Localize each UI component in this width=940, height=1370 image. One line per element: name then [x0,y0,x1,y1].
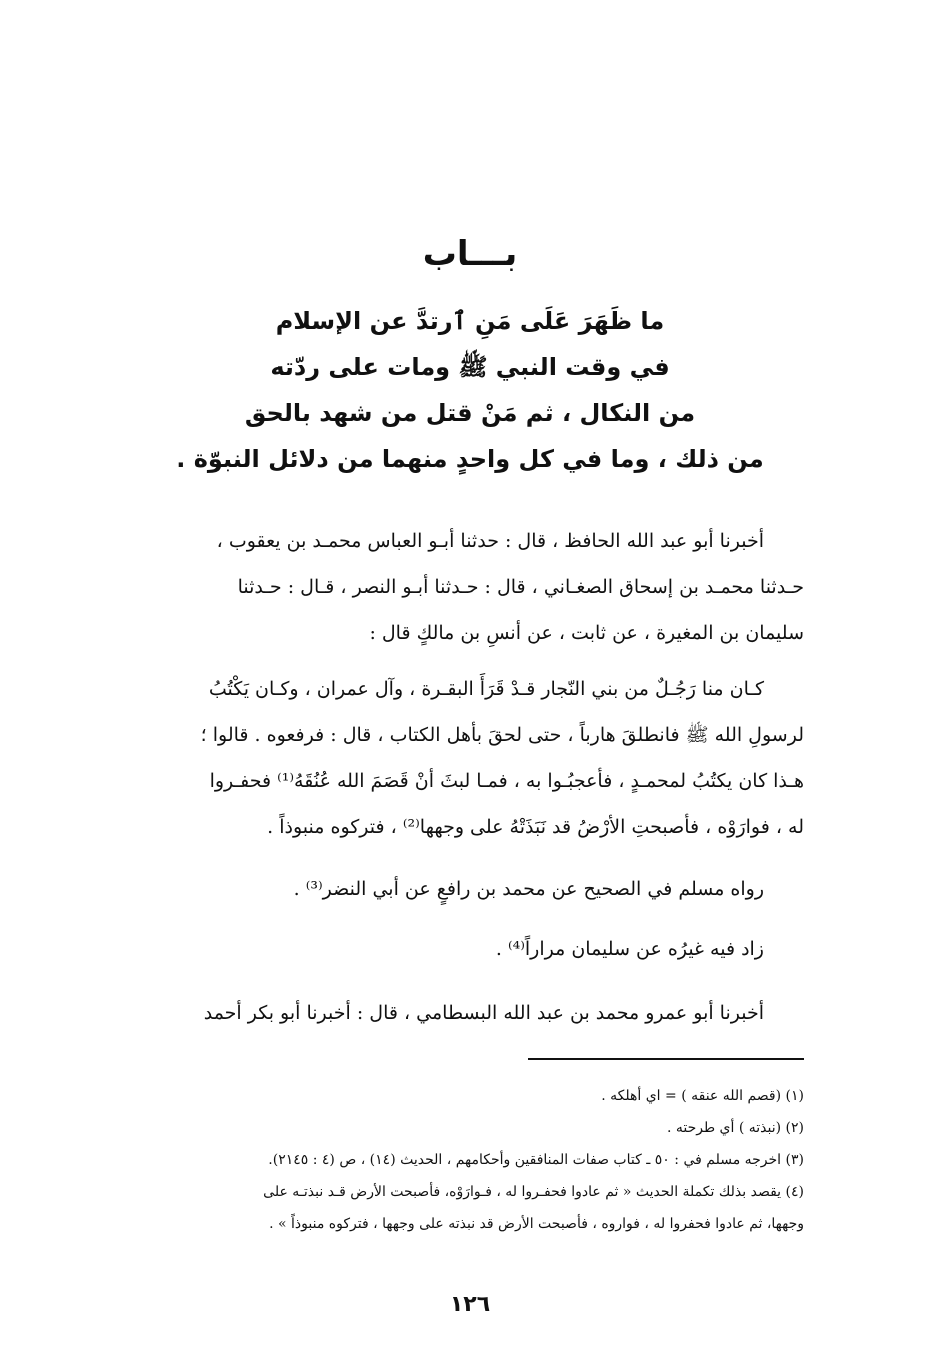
text-line: أخبرنا أبو عمرو محمد بن عبد الله البسطامي ، قال : أخبرنا أبو بكر أحمد [203,1002,764,1024]
text-line: له ، فوارَوْه ، فأصبحتِ الأرْضُ قد نَبَذَتْهُ على وجهها⁽²⁾ ، فتركوه منبوذاً . [267,816,804,838]
subtitle-line: من النكال ، ثم مَنْ قتل من شهد بالحق [244,399,696,427]
text-line: سليمان بن المغيرة ، عن ثابت ، عن أنسِ بن مالكٍ قال : [369,622,804,644]
footnotes [76,1080,804,1240]
page-number: ١٢٦ [449,1292,491,1317]
chapter-subtitle [0,298,940,482]
paragraph-isnad-2 [76,990,804,1036]
text-line: هـذا كان يكتُبُ لمحمـدٍ ، فأعجبُـوا به ، فمـا لبثَ أنْ قَصَمَ الله عُنُقَهُ⁽¹⁾ فحفـروا [209,770,804,792]
text-line: كـان منا رَجُـلٌ من بني النّجار قـدْ قَرَأَ البقـرة ، وآل عمران ، وكـان يَكْتُبُ [208,678,764,700]
footnote-item: (١) (قصم الله عنقه ) = اي أهلكه . [601,1088,804,1104]
footnote-item: (٤) يقصد بذلك تكملة الحديث « ثم عادوا فحفـروا له ، فـوارَوْه، فأصبحت الأرض قـد نبذتـه على [263,1184,804,1200]
subtitle-line: في وقت النبي ﷺ ومات على ردّته [270,353,670,381]
paragraph-isnad-1 [76,518,804,656]
text-line: حـدثنا محمـد بن إسحاق الصغـاني ، قال : حـدثنا أبـو النصر ، قـال : حـدثنا [237,576,804,598]
chapter-heading: بـــاب [422,234,518,274]
footnote-divider [528,1058,804,1060]
paragraph-addition [76,926,804,972]
footnote-item: (٢) (نبذته ) أي طرحته . [666,1120,804,1136]
paragraph-narration [76,666,804,850]
text-line: رواه مسلم في الصحيح عن محمد بن رافعٍ عن أبي النضر⁽³⁾ . [293,878,764,900]
subtitle-line: من ذلك ، وما في كل واحدٍ منهما من دلائل النبوّة . [176,445,764,473]
text-line: لرسولِ الله ﷺ فانطلقَ هارباً ، حتى لحقَ بأهل الكتاب ، قال : فرفعوه . قالوا ؛ [200,724,804,746]
paragraph-source [76,866,804,912]
footnote-item: وجهها، ثم عادوا فحفروا له ، فواروه ، فأصبحت الأرض قد نبذته على وجهها ، فتركوه منبوذاً » . [269,1216,804,1232]
text-line: زاد فيه غيرُه عن سليمان مراراً⁽⁴⁾ . [495,938,764,960]
text-line: أخبرنا أبو عبد الله الحافظ ، قال : حدثنا أبـو العباس محمـد بن يعقوب ، [216,530,764,552]
footnote-item: (٣) اخرجه مسلم في : ٥٠ ـ كتاب صفات المنافقين وأحكامهم ، الحديث (١٤) ، ص (٤ : ٢١٤٥). [268,1152,804,1168]
subtitle-line: ما ظَهَرَ عَلَى مَنِ ٱرتدَّ عن الإسلام [275,307,665,335]
